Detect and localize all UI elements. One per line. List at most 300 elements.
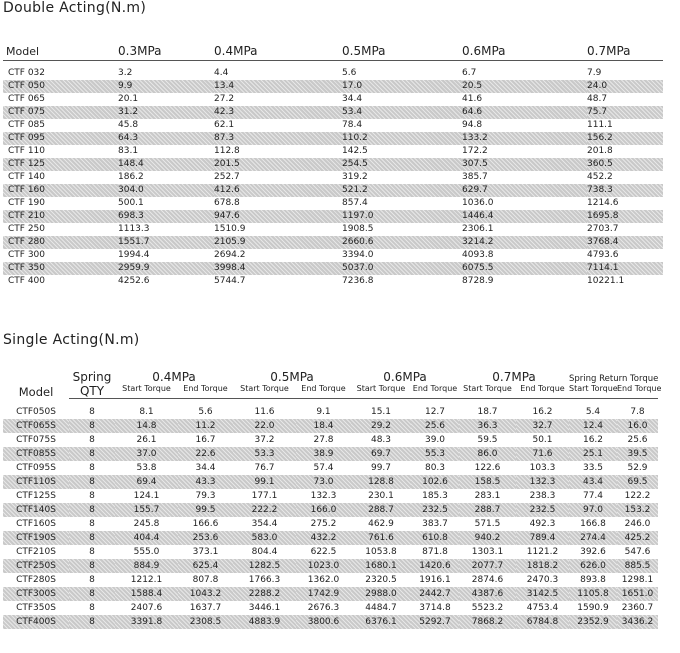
- value-cell: 5.6: [198, 407, 213, 417]
- value-cell: 385.7: [462, 172, 488, 182]
- value-cell: 16.0: [617, 419, 658, 433]
- header-start-torque: Start Torque: [459, 384, 516, 399]
- value-cell: 1680.1: [351, 559, 411, 573]
- value-cell: 626.0: [569, 559, 617, 573]
- model-cell: CTF125S: [16, 491, 56, 501]
- value-cell: 8: [89, 519, 95, 529]
- model-cell: CTF 350: [3, 262, 118, 275]
- value-cell: 8: [69, 559, 115, 573]
- value-cell: 3214.2: [462, 236, 587, 249]
- value-cell: 34.4: [342, 94, 363, 104]
- value-cell: 492.3: [529, 519, 556, 529]
- value-cell: 547.6: [624, 547, 651, 557]
- header-pressure: 0.4MPa: [152, 370, 196, 384]
- value-cell: 4883.9: [233, 615, 296, 629]
- value-cell: 13.4: [214, 80, 342, 93]
- value-cell: 2470.3: [526, 575, 559, 585]
- value-cell: 583.0: [233, 531, 296, 545]
- value-cell: 8: [89, 435, 95, 445]
- value-cell: 55.3: [411, 447, 459, 461]
- header-model: Model: [3, 38, 118, 61]
- value-cell: 304.0: [118, 184, 214, 197]
- value-cell: 20.5: [462, 80, 587, 93]
- table-row: [3, 249, 663, 262]
- value-cell: 2308.5: [178, 615, 233, 629]
- value-cell: 128.8: [351, 475, 411, 489]
- value-cell: 283.1: [474, 491, 501, 501]
- value-cell: 2105.9: [214, 236, 342, 249]
- value-cell: 3.2: [118, 68, 133, 78]
- model-cell: CTF 065: [8, 94, 45, 104]
- value-cell: 2360.7: [621, 603, 654, 613]
- value-cell: 5523.2: [471, 603, 504, 613]
- value-cell: 3142.5: [516, 587, 569, 601]
- value-cell: 807.8: [192, 575, 219, 585]
- value-cell: 124.1: [133, 491, 160, 501]
- header-pressure: 0.6MPa: [462, 38, 587, 61]
- value-cell: 122.6: [474, 463, 501, 473]
- value-cell: 307.5: [462, 158, 587, 171]
- value-cell: 201.5: [214, 158, 342, 171]
- value-cell: 452.2: [587, 172, 613, 182]
- value-cell: 4793.6: [587, 250, 619, 260]
- value-cell: 99.7: [370, 463, 392, 473]
- value-cell: 59.5: [477, 435, 498, 445]
- value-cell: 738.3: [587, 184, 663, 197]
- value-cell: 425.2: [617, 531, 658, 545]
- model-cell: CTF085S: [3, 447, 69, 461]
- value-cell: 99.5: [178, 503, 233, 517]
- value-cell: 804.4: [251, 547, 278, 557]
- table-row: [3, 158, 663, 171]
- value-cell: 9.1: [316, 407, 331, 417]
- header-end-torque: End Torque: [411, 384, 459, 399]
- value-cell: 158.5: [459, 475, 516, 489]
- value-cell: 8: [69, 475, 115, 489]
- value-cell: 1590.9: [577, 603, 609, 613]
- value-cell: 246.0: [624, 519, 651, 529]
- value-cell: 50.1: [532, 435, 553, 445]
- value-cell: 3800.6: [296, 615, 351, 629]
- value-cell: 9.9: [118, 80, 214, 93]
- header-end-torque: End Torque: [178, 384, 233, 399]
- value-cell: 53.8: [136, 463, 157, 473]
- value-cell: 3394.0: [342, 250, 374, 260]
- value-cell: 232.5: [516, 503, 569, 517]
- model-cell: CTF400S: [3, 615, 69, 629]
- value-cell: 254.5: [342, 158, 462, 171]
- value-cell: 232.5: [411, 503, 459, 517]
- value-cell: 1121.2: [526, 547, 559, 557]
- value-cell: 48.7: [587, 94, 608, 104]
- value-cell: 39.5: [617, 447, 658, 461]
- table-row: [3, 601, 658, 615]
- value-cell: 8: [69, 503, 115, 517]
- value-cell: 38.9: [296, 447, 351, 461]
- value-cell: 8: [69, 447, 115, 461]
- value-cell: 155.7: [115, 503, 178, 517]
- value-cell: 102.6: [411, 475, 459, 489]
- table-row: [3, 171, 663, 184]
- model-cell: CTF 210: [3, 210, 118, 223]
- value-cell: 8.1: [139, 407, 154, 417]
- value-cell: 2874.6: [471, 575, 504, 585]
- value-cell: 69.4: [115, 475, 178, 489]
- value-cell: 230.1: [368, 491, 394, 501]
- model-cell: CTF 032: [8, 68, 45, 78]
- value-cell: 17.0: [342, 80, 462, 93]
- value-cell: 947.6: [214, 210, 342, 223]
- value-cell: 83.1: [118, 146, 139, 156]
- header-spring: Spring: [72, 370, 112, 384]
- value-cell: 4093.8: [462, 250, 494, 260]
- header-model: Model: [18, 384, 54, 399]
- value-cell: 12.7: [424, 407, 446, 417]
- model-cell: CTF095S: [16, 463, 56, 473]
- double-acting-title: Double Acting(N.m): [3, 0, 147, 16]
- value-cell: 432.2: [296, 531, 351, 545]
- value-cell: 8: [69, 419, 115, 433]
- value-cell: 885.5: [617, 559, 658, 573]
- value-cell: 761.6: [351, 531, 411, 545]
- value-cell: 133.2: [462, 132, 587, 145]
- value-cell: 252.7: [214, 172, 240, 182]
- value-cell: 12.4: [569, 419, 617, 433]
- value-cell: 2660.6: [342, 236, 462, 249]
- value-cell: 2077.7: [459, 559, 516, 573]
- value-cell: 1510.9: [214, 224, 246, 234]
- header-end-torque: End Torque: [617, 384, 658, 399]
- value-cell: 3998.4: [214, 262, 342, 275]
- header-pressure: 0.5MPa: [342, 38, 462, 61]
- table-row: [3, 531, 658, 545]
- value-cell: 27.2: [214, 94, 235, 104]
- value-cell: 53.4: [342, 106, 462, 119]
- table-row: [3, 210, 663, 223]
- value-cell: 3768.4: [587, 236, 663, 249]
- value-cell: 1113.3: [118, 224, 150, 234]
- value-cell: 275.2: [310, 519, 337, 529]
- header-start-torque: Start Torque: [351, 384, 411, 399]
- value-cell: 122.2: [624, 491, 651, 501]
- value-cell: 32.7: [516, 419, 569, 433]
- value-cell: 69.5: [617, 475, 658, 489]
- value-cell: 1043.2: [178, 587, 233, 601]
- table-row: [3, 517, 658, 531]
- model-cell: CTF 050: [3, 80, 118, 93]
- value-cell: 22.6: [178, 447, 233, 461]
- value-cell: 16.2: [532, 407, 553, 417]
- value-cell: 24.0: [587, 80, 663, 93]
- value-cell: 15.1: [370, 407, 392, 417]
- value-cell: 10221.1: [587, 276, 625, 286]
- header-pressure: 0.7MPa: [587, 38, 663, 61]
- value-cell: 132.3: [516, 475, 569, 489]
- value-cell: 86.0: [459, 447, 516, 461]
- table-row: [3, 119, 663, 132]
- value-cell: 142.5: [342, 146, 368, 156]
- value-cell: 288.7: [459, 503, 516, 517]
- value-cell: 8: [89, 491, 95, 501]
- value-cell: 166.0: [296, 503, 351, 517]
- header-pressure: 0.7MPa: [492, 370, 536, 384]
- value-cell: 177.1: [251, 491, 278, 501]
- single-acting-title: Single Acting(N.m): [3, 332, 140, 348]
- model-cell: CTF350S: [16, 603, 56, 613]
- value-cell: 789.4: [516, 531, 569, 545]
- value-cell: 7.9: [587, 68, 602, 78]
- value-cell: 29.2: [351, 419, 411, 433]
- value-cell: 31.2: [118, 106, 214, 119]
- model-cell: CTF140S: [3, 503, 69, 517]
- value-cell: 222.2: [233, 503, 296, 517]
- value-cell: 555.0: [133, 547, 160, 557]
- value-cell: 69.7: [351, 447, 411, 461]
- table-row: [3, 419, 658, 433]
- value-cell: 27.8: [313, 435, 334, 445]
- value-cell: 2352.9: [569, 615, 617, 629]
- table-row: [3, 559, 658, 573]
- value-cell: 1420.6: [411, 559, 459, 573]
- value-cell: 1023.0: [296, 559, 351, 573]
- value-cell: 87.3: [214, 132, 342, 145]
- model-cell: CTF110S: [3, 475, 69, 489]
- header-qty: QTY: [69, 384, 115, 399]
- value-cell: 3391.8: [115, 615, 178, 629]
- value-cell: 2959.9: [118, 262, 214, 275]
- header-start-torque: Start Torque: [115, 384, 178, 399]
- value-cell: 78.4: [342, 120, 363, 130]
- value-cell: 1212.1: [130, 575, 163, 585]
- value-cell: 5.6: [342, 68, 357, 78]
- value-cell: 253.6: [178, 531, 233, 545]
- value-cell: 37.2: [254, 435, 275, 445]
- model-cell: CTF 095: [3, 132, 118, 145]
- value-cell: 4252.6: [118, 276, 150, 286]
- value-cell: 1303.1: [471, 547, 504, 557]
- value-cell: 1908.5: [342, 224, 374, 234]
- model-cell: CTF300S: [3, 587, 69, 601]
- value-cell: 871.8: [422, 547, 448, 557]
- header-start-torque: Start Torque: [233, 384, 296, 399]
- value-cell: 1036.0: [462, 198, 494, 208]
- model-cell: CTF 400: [8, 276, 45, 286]
- table-row: [3, 275, 663, 288]
- table-row: [3, 475, 658, 489]
- value-cell: 1446.4: [462, 210, 587, 223]
- table-row: [3, 184, 663, 197]
- header-end-torque: End Torque: [516, 384, 569, 399]
- model-cell: CTF280S: [16, 575, 56, 585]
- value-cell: 53.3: [233, 447, 296, 461]
- value-cell: 1994.4: [118, 250, 150, 260]
- value-cell: 2694.2: [214, 250, 246, 260]
- value-cell: 2442.7: [411, 587, 459, 601]
- value-cell: 48.3: [370, 435, 392, 445]
- value-cell: 45.8: [118, 120, 139, 130]
- value-cell: 99.1: [233, 475, 296, 489]
- value-cell: 103.3: [529, 463, 556, 473]
- value-cell: 1916.1: [419, 575, 451, 585]
- value-cell: 25.6: [411, 419, 459, 433]
- double-acting-table: [3, 38, 663, 288]
- value-cell: 2407.6: [130, 603, 163, 613]
- value-cell: 33.5: [582, 463, 604, 473]
- model-cell: CTF 300: [8, 250, 45, 260]
- value-cell: 5744.7: [214, 276, 246, 286]
- value-cell: 893.8: [580, 575, 606, 585]
- value-cell: 172.2: [462, 146, 488, 156]
- value-cell: 2988.0: [351, 587, 411, 601]
- header-pressure: 0.4MPa: [214, 38, 342, 61]
- value-cell: 111.1: [587, 120, 613, 130]
- model-cell: CTF065S: [3, 419, 69, 433]
- table-row: [3, 461, 658, 475]
- value-cell: 5.4: [585, 407, 601, 417]
- header-pressure: 0.6MPa: [383, 370, 427, 384]
- value-cell: 857.4: [342, 198, 368, 208]
- header-end-torque: End Torque: [296, 384, 351, 399]
- value-cell: 43.3: [178, 475, 233, 489]
- single-acting-table: [3, 368, 662, 629]
- table-row: [3, 399, 658, 420]
- value-cell: 110.2: [342, 132, 462, 145]
- value-cell: 1214.6: [587, 198, 619, 208]
- model-cell: CTF 140: [8, 172, 45, 182]
- value-cell: 39.0: [424, 435, 446, 445]
- table-row: [3, 545, 658, 559]
- table-row: [3, 489, 658, 503]
- header-start-torque: Start Torque: [569, 384, 617, 399]
- value-cell: 14.8: [115, 419, 178, 433]
- value-cell: 8: [89, 575, 95, 585]
- value-cell: 18.4: [296, 419, 351, 433]
- model-cell: CTF190S: [3, 531, 69, 545]
- value-cell: 73.0: [296, 475, 351, 489]
- value-cell: 94.8: [462, 120, 483, 130]
- value-cell: 25.1: [569, 447, 617, 461]
- value-cell: 274.4: [569, 531, 617, 545]
- value-cell: 26.1: [136, 435, 157, 445]
- value-cell: 64.3: [118, 132, 214, 145]
- value-cell: 156.2: [587, 132, 663, 145]
- value-cell: 884.9: [115, 559, 178, 573]
- model-cell: CTF 160: [3, 184, 118, 197]
- value-cell: 57.4: [313, 463, 334, 473]
- header-pressure: 0.3MPa: [118, 38, 214, 61]
- value-cell: 622.5: [310, 547, 337, 557]
- value-cell: 8: [69, 615, 115, 629]
- table-row: [3, 573, 658, 587]
- model-cell: CTF 190: [8, 198, 45, 208]
- table-row: [3, 433, 658, 447]
- value-cell: 392.6: [580, 547, 606, 557]
- value-cell: 2288.2: [233, 587, 296, 601]
- value-cell: 610.8: [411, 531, 459, 545]
- double-acting-header-row: [3, 38, 663, 61]
- value-cell: 8: [69, 531, 115, 545]
- value-cell: 71.6: [516, 447, 569, 461]
- value-cell: 8: [89, 603, 95, 613]
- value-cell: 500.1: [118, 198, 144, 208]
- value-cell: 288.7: [351, 503, 411, 517]
- value-cell: 34.4: [195, 463, 216, 473]
- header-pressure: 0.5MPa: [270, 370, 314, 384]
- value-cell: 76.7: [254, 463, 275, 473]
- value-cell: 7868.2: [459, 615, 516, 629]
- value-cell: 1766.3: [248, 575, 281, 585]
- value-cell: 153.2: [617, 503, 658, 517]
- value-cell: 6.7: [462, 68, 477, 78]
- value-cell: 6784.8: [516, 615, 569, 629]
- value-cell: 238.3: [529, 491, 556, 501]
- value-cell: 22.0: [233, 419, 296, 433]
- value-cell: 1637.7: [189, 603, 222, 613]
- value-cell: 43.4: [569, 475, 617, 489]
- model-cell: CTF 110: [8, 146, 45, 156]
- value-cell: 64.6: [462, 106, 587, 119]
- value-cell: 80.3: [424, 463, 446, 473]
- value-cell: 373.1: [192, 547, 219, 557]
- value-cell: 462.9: [368, 519, 394, 529]
- value-cell: 11.6: [254, 407, 275, 417]
- value-cell: 186.2: [118, 172, 144, 182]
- table-row: [3, 223, 663, 236]
- value-cell: 319.2: [342, 172, 368, 182]
- value-cell: 1818.2: [516, 559, 569, 573]
- value-cell: 4.4: [214, 68, 229, 78]
- value-cell: 6376.1: [351, 615, 411, 629]
- value-cell: 42.3: [214, 106, 342, 119]
- model-cell: CTF210S: [16, 547, 56, 557]
- value-cell: 25.6: [627, 435, 648, 445]
- model-cell: CTF 125: [3, 158, 118, 171]
- value-cell: 625.4: [178, 559, 233, 573]
- value-cell: 940.2: [459, 531, 516, 545]
- table-row: [3, 145, 663, 158]
- value-cell: 37.0: [115, 447, 178, 461]
- model-cell: CTF160S: [16, 519, 56, 529]
- value-cell: 1695.8: [587, 210, 663, 223]
- value-cell: 5037.0: [342, 262, 462, 275]
- value-cell: 132.3: [310, 491, 337, 501]
- value-cell: 201.8: [587, 146, 613, 156]
- table-row: [3, 93, 663, 106]
- value-cell: 41.6: [462, 94, 483, 104]
- value-cell: 2320.5: [365, 575, 397, 585]
- value-cell: 1362.0: [307, 575, 340, 585]
- value-cell: 7.8: [630, 407, 645, 417]
- value-cell: 8: [69, 587, 115, 601]
- value-cell: 5292.7: [411, 615, 459, 629]
- table-row: [3, 132, 663, 145]
- value-cell: 1282.5: [233, 559, 296, 573]
- value-cell: 7114.1: [587, 262, 663, 275]
- value-cell: 245.8: [133, 519, 160, 529]
- model-cell: CTF250S: [3, 559, 69, 573]
- model-cell: CTF 075: [3, 106, 118, 119]
- value-cell: 412.6: [214, 184, 342, 197]
- value-cell: 698.3: [118, 210, 214, 223]
- value-cell: 166.8: [580, 519, 606, 529]
- value-cell: 1588.4: [115, 587, 178, 601]
- value-cell: 79.3: [195, 491, 216, 501]
- value-cell: 8: [89, 407, 95, 417]
- table-row: [3, 236, 663, 249]
- value-cell: 1105.8: [569, 587, 617, 601]
- value-cell: 8: [89, 463, 95, 473]
- value-cell: 383.7: [422, 519, 448, 529]
